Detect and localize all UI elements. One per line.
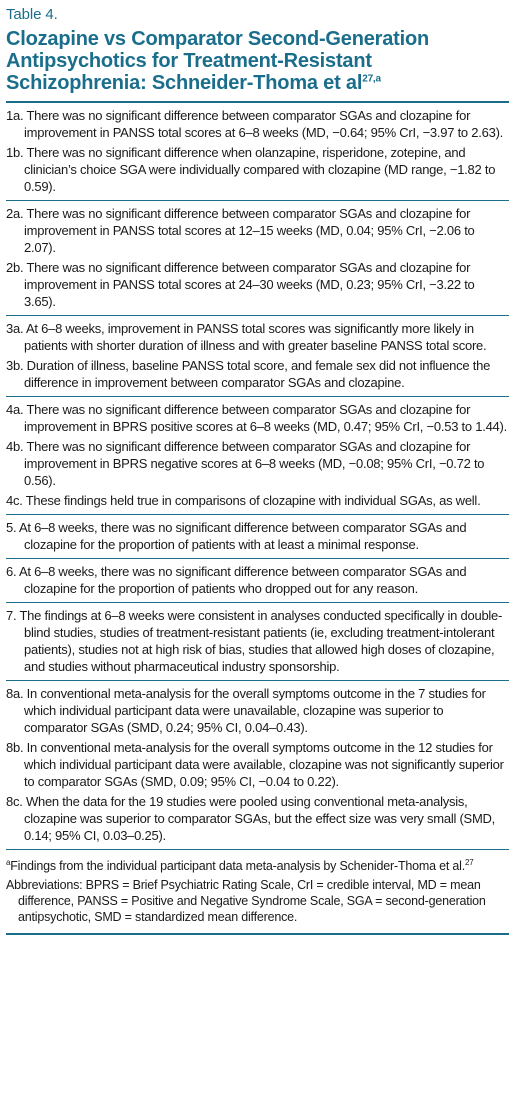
footnote-marker: a bbox=[6, 857, 11, 867]
finding-group bbox=[6, 316, 509, 397]
bottom-rule bbox=[6, 933, 509, 935]
finding-item: 4b. There was no significant difference between comparator SGAs and clozapine for improvement in BPRS negative scores at 6–8 weeks (MD, −0.08; 95% CrI, −0.72 to 0.56). bbox=[6, 439, 485, 488]
finding-item: 8a. In conventional meta-analysis for the overall symptoms outcome in the 7 studies for which individual participant data were unavailable, clozapine was superior to comparator SGAs (SMD, 0.24; 95% CI, 0.04–0.43). bbox=[6, 686, 486, 735]
finding-item: 4c. These findings held true in comparisons of clozapine with individual SGAs, as well. bbox=[6, 493, 481, 508]
finding-group bbox=[6, 397, 509, 515]
finding-item: 7. The findings at 6–8 weeks were consistent in analyses conducted specifically in double-blind studies, studies of treatment-resistant patients (ie, excluding treatment-intolerant patients), studies not at high risk of bias, studies that allowed high doses of clozapine, and studies without pharmaceutical industry sponsorship. bbox=[6, 608, 503, 674]
finding-item: 1a. There was no significant difference between comparator SGAs and clozapine for improvement in PANSS total scores at 6–8 weeks (MD, −0.64; 95% CrI, −3.97 to 2.63). bbox=[6, 108, 504, 140]
table-footer bbox=[6, 850, 509, 925]
finding-group bbox=[6, 681, 509, 850]
finding-item: 3b. Duration of illness, baseline PANSS total score, and female sex did not influence the difference in improvement between comparator SGAs and clozapine. bbox=[6, 358, 491, 390]
finding-item: 1b. There was no significant difference when olanzapine, risperidone, zotepine, and clinician’s choice SGA were individually compared with clozapine (MD range, −1.82 to 0.59). bbox=[6, 145, 496, 194]
finding-group bbox=[6, 201, 509, 316]
footnote bbox=[6, 858, 509, 874]
finding-group bbox=[6, 559, 509, 603]
finding-item: 2b. There was no significant difference between comparator SGAs and clozapine for improvement in PANSS total scores at 24–30 weeks (MD, 0.23; 95% CrI, −3.22 to 3.65). bbox=[6, 260, 475, 309]
footnote-ref: 27 bbox=[465, 857, 474, 867]
finding-item: 8c. When the data for the 19 studies were pooled using conventional meta-analysis, clozapine was superior to comparator SGAs, but the effect size was very small (SMD, 0.14; 95% CI, 0.03–0.25). bbox=[6, 794, 496, 843]
findings-list bbox=[6, 103, 509, 850]
finding-group bbox=[6, 515, 509, 559]
finding-item: 6. At 6–8 weeks, there was no significant difference between comparator SGAs and clozapine for the proportion of patients who dropped out for any reason. bbox=[6, 564, 467, 596]
table-label: Table 4. bbox=[6, 6, 58, 23]
finding-item: 3a. At 6–8 weeks, improvement in PANSS total scores was significantly more likely in patients with shorter duration of illness and with greater baseline PANSS total score. bbox=[6, 321, 487, 353]
table-title-text: Clozapine vs Comparator Second-Generation Antipsychotics for Treatment-Resistant Schizophrenia: Schneider-Thoma et al bbox=[6, 28, 429, 94]
finding-item: 4a. There was no significant difference between comparator SGAs and clozapine for improvement in BPRS positive scores at 6–8 weeks (MD, 0.47; 95% CrI, −0.53 to 1.44). bbox=[6, 402, 507, 434]
finding-item: 8b. In conventional meta-analysis for the overall symptoms outcome in the 12 studies for which individual participant data were available, clozapine was not significantly superior to comparator SGAs (SMD, 0.09; 95% CI, −0.04 to 0.22). bbox=[6, 740, 504, 789]
finding-item: 5. At 6–8 weeks, there was no significant difference between comparator SGAs and clozapine for the proportion of patients with at least a minimal response. bbox=[6, 520, 467, 552]
finding-item: 2a. There was no significant difference between comparator SGAs and clozapine for improvement in PANSS total scores at 12–15 weeks (MD, 0.04; 95% CrI, −2.06 to 2.07). bbox=[6, 206, 475, 255]
title-superscript: 27,a bbox=[362, 73, 381, 85]
footnote-text: Findings from the individual participant data meta-analysis by Schenider-Thoma et al. bbox=[10, 859, 466, 873]
table-title bbox=[6, 28, 509, 94]
finding-group bbox=[6, 103, 509, 201]
abbreviations: Abbreviations: BPRS = Brief Psychiatric Rating Scale, CrI = credible interval, MD = mean difference, PANSS = Positive and Negative Syndrome Scale, SGA = second-generation antipsychotic, SMD = standardized mean difference. bbox=[6, 878, 486, 924]
finding-group bbox=[6, 603, 509, 681]
